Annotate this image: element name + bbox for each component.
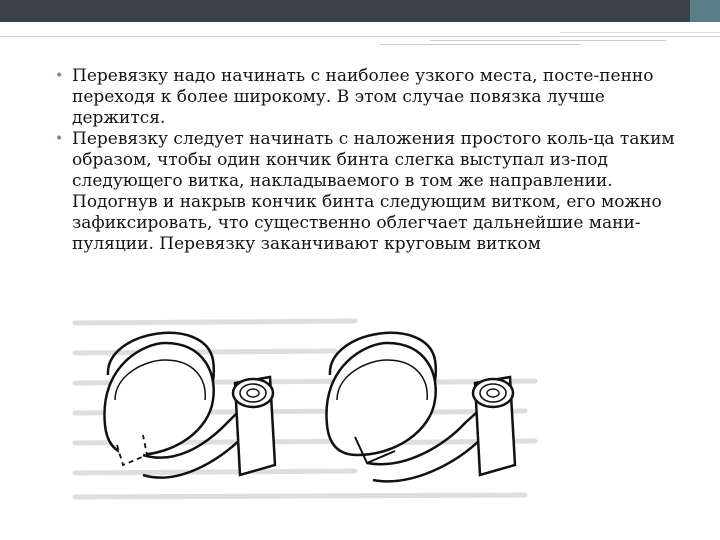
decor-line (0, 36, 720, 37)
bandage-ring-illustration (55, 305, 555, 515)
slide-top-bar (0, 0, 720, 22)
bullet-text: Перевязку следует начинать с наложения простого коль-ца таким образом, чтобы один кончик бинта слегка выступал из-под следующего витка, накладываемого в том же направлении. Подогнув и накрыв кончик бинта следующим витком, его можно зафиксировать, что существенно облегчает дальнейшие мани-пуляции. Перевязку заканчивают круговым витком (72, 129, 675, 254)
bullet-text: Перевязку надо начинать с наиболее узкого места, посте-пенно переходя к более широкому. В этом случае повязка лучше держится. (72, 66, 654, 128)
top-bar-accent (690, 0, 720, 22)
bullet-marker: • (55, 68, 64, 84)
bullet-list (52, 66, 702, 255)
decor-line (380, 44, 580, 45)
decor-line (430, 40, 666, 41)
bullet-item (52, 129, 702, 255)
bullet-item (52, 66, 702, 129)
bullet-marker: • (55, 131, 64, 147)
decor-line (560, 32, 720, 33)
right-bandage (326, 333, 515, 481)
